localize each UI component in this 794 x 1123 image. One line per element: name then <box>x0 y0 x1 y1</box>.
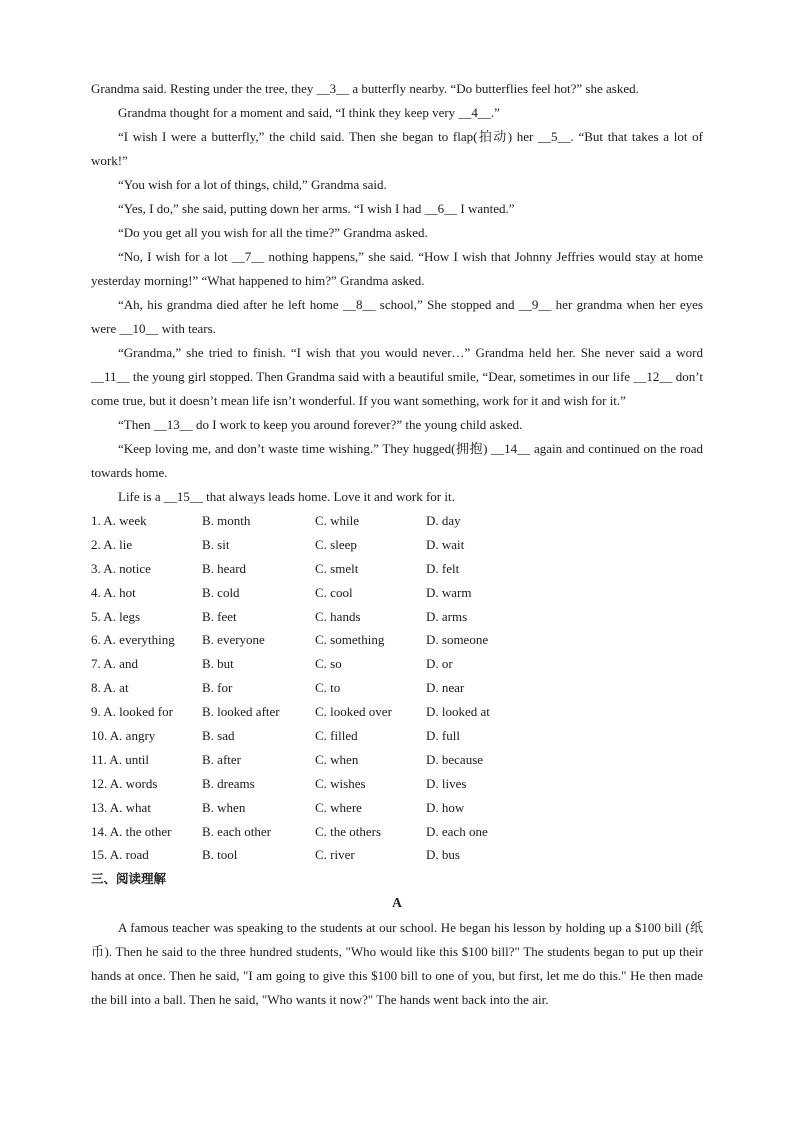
option-a: 1. A. week <box>91 513 147 528</box>
option-b: B. for <box>202 680 233 696</box>
option-a: 5. A. legs <box>91 608 141 624</box>
option-d: D. because <box>426 751 484 767</box>
option-d: D. bus <box>426 847 460 863</box>
option-c: C. to <box>315 680 341 696</box>
option-b: B. each other <box>202 823 271 839</box>
passage-paragraph: “Ah, his grandma died after he left home __8__ school,” She stopped and __9__ her grandma when her eyes were __10__ with tears. <box>91 297 703 336</box>
option-c: C. the others <box>315 823 382 839</box>
question-row <box>91 843 703 867</box>
option-d: D. how <box>426 799 465 815</box>
option-c: C. hands <box>315 608 361 624</box>
option-c: C. something <box>315 632 385 648</box>
question-row <box>91 700 703 724</box>
question-row <box>91 581 703 605</box>
option-c: C. filled <box>315 728 358 744</box>
option-c: C. cool <box>315 584 353 600</box>
option-a: 13. A. what <box>91 799 151 815</box>
question-row <box>91 820 703 844</box>
question-row <box>91 772 703 796</box>
question-row <box>91 652 703 676</box>
question-row <box>91 557 703 581</box>
passage-paragraph: “Do you get all you wish for all the time?” Grandma asked. <box>118 225 428 240</box>
option-b: B. month <box>202 513 251 528</box>
passage-paragraph: “I wish I were a butterfly,” the child said. Then she began to flap(拍动) her __5__. “But that takes a lot of work!” <box>91 129 703 168</box>
passage-paragraph: “Keep loving me, and don’t waste time wishing.” They hugged(拥抱) __14__ again and continued on the road towards home. <box>91 441 703 480</box>
option-a: 4. A. hot <box>91 584 136 600</box>
passage-paragraph: Grandma said. Resting under the tree, they __3__ a butterfly nearby. “Do butterflies feel hot?” she asked. <box>91 81 639 96</box>
option-c: C. so <box>315 656 342 672</box>
document-page <box>91 77 703 1012</box>
option-b: B. tool <box>202 847 238 863</box>
option-c: C. while <box>315 513 360 528</box>
cloze-passage <box>91 77 703 509</box>
passage-paragraph: Grandma thought for a moment and said, “I think they keep very __4__.” <box>118 105 500 120</box>
question-row <box>91 509 703 533</box>
question-row <box>91 796 703 820</box>
question-row <box>91 748 703 772</box>
passage-paragraph: Life is a __15__ that always leads home. Love it and work for it. <box>118 489 455 504</box>
option-d: D. wait <box>426 536 465 552</box>
passage-paragraph: “No, I wish for a lot __7__ nothing happens,” she said. “How I wish that Johnny Jeffries would stay at home yesterday morning!” “What happened to him?” Grandma asked. <box>91 249 703 288</box>
passage-a-text: A famous teacher was speaking to the students at our school. He began his lesson by holding up a $100 bill (纸币). Then he said to the three hundred students, "Who would like this $100 bill?" The students began to put up their hands at once. Then he said, "I am going to give this $100 bill to one of you, but first, let me do this." He then made the bill into a ball. Then he said, "Who wants it now?" The hands went back into the air. <box>91 920 703 1008</box>
option-a: 15. A. road <box>91 847 149 863</box>
passage-a-label: A <box>392 895 402 911</box>
section-heading: 三、阅读理解 <box>91 871 167 887</box>
option-b: B. but <box>202 656 234 672</box>
option-d: D. near <box>426 680 465 696</box>
option-c: C. looked over <box>315 704 392 720</box>
option-a: 8. A. at <box>91 680 129 696</box>
option-b: B. cold <box>202 584 240 600</box>
option-b: B. everyone <box>202 632 265 648</box>
option-a: 2. A. lie <box>91 536 133 552</box>
question-row <box>91 724 703 748</box>
option-d: D. arms <box>426 608 468 624</box>
option-c: C. wishes <box>315 775 366 791</box>
option-d: D. someone <box>426 632 489 648</box>
option-a: 7. A. and <box>91 656 138 672</box>
option-a: 10. A. angry <box>91 728 156 744</box>
passage-paragraph: “Grandma,” she tried to finish. “I wish that you would never…” Grandma held her. She never said a word __11__ the young girl stopped. Then Grandma said with a beautiful smile, “Dear, sometimes in our life __12__ don’t come true, but it doesn’t mean life isn’t wonderful. If you want something, work for it and wish for it.” <box>91 345 703 408</box>
option-d: D. felt <box>426 560 460 576</box>
option-d: D. each one <box>426 823 488 839</box>
option-b: B. heard <box>202 560 247 576</box>
option-d: D. warm <box>426 584 472 600</box>
option-c: C. where <box>315 799 362 815</box>
option-d: D. or <box>426 656 453 672</box>
option-b: B. after <box>202 751 241 767</box>
option-d: D. lives <box>426 775 467 791</box>
option-b: B. dreams <box>202 775 255 791</box>
option-c: C. smelt <box>315 560 359 576</box>
question-row <box>91 605 703 629</box>
passage-paragraph: “You wish for a lot of things, child,” Grandma said. <box>118 177 387 192</box>
option-b: B. feet <box>202 608 237 624</box>
option-a: 6. A. everything <box>91 632 175 648</box>
option-b: B. sit <box>202 536 230 552</box>
question-row <box>91 628 703 652</box>
option-a: 3. A. notice <box>91 560 151 576</box>
option-d: D. looked at <box>426 704 490 720</box>
option-c: C. when <box>315 751 359 767</box>
option-b: B. looked after <box>202 704 280 720</box>
option-a: 11. A. until <box>91 751 150 767</box>
option-d: D. full <box>426 728 460 744</box>
option-b: B. when <box>202 799 246 815</box>
option-a: 9. A. looked for <box>91 704 173 720</box>
option-c: C. river <box>315 847 355 863</box>
question-row <box>91 676 703 700</box>
option-a: 14. A. the other <box>91 823 172 839</box>
option-d: D. day <box>426 513 461 528</box>
question-row <box>91 533 703 557</box>
option-a: 12. A. words <box>91 775 158 791</box>
passage-paragraph: “Yes, I do,” she said, putting down her arms. “I wish I had __6__ I wanted.” <box>118 201 515 216</box>
cloze-options <box>91 509 703 867</box>
option-c: C. sleep <box>315 536 357 552</box>
passage-paragraph: “Then __13__ do I work to keep you around forever?” the young child asked. <box>118 417 523 432</box>
option-b: B. sad <box>202 728 235 744</box>
